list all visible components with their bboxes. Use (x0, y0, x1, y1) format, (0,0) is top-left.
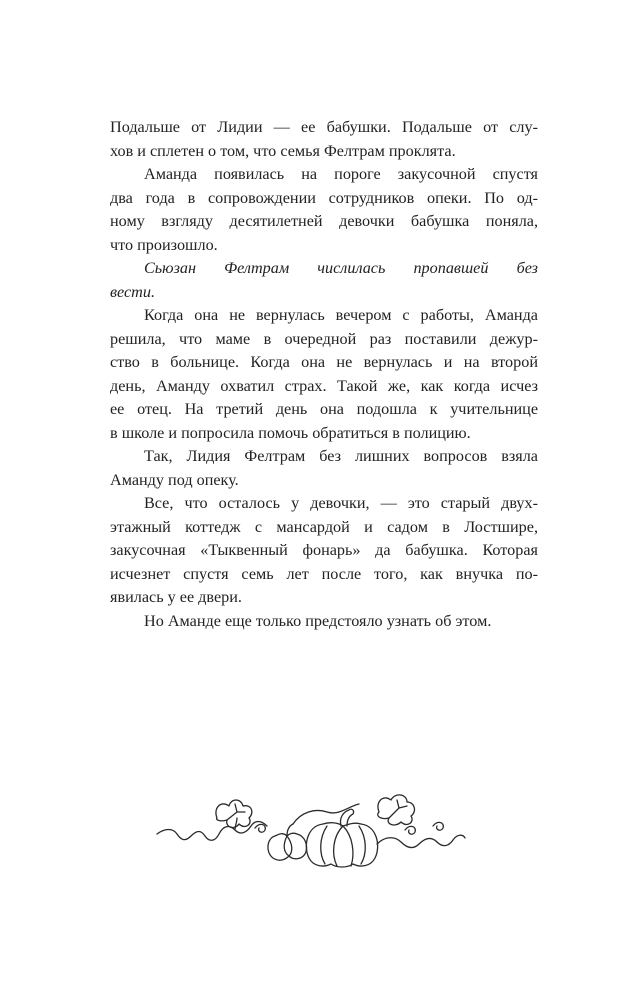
text-line: Но Аманде еще только предстояло узнать об этом. (144, 611, 492, 630)
text-line: явилась у ее двери. (110, 588, 242, 606)
text-line: исчезнет спустя семь лет после того, как внучка по- (110, 564, 538, 583)
pumpkin-vine-ornament-icon (155, 790, 467, 870)
text-line: Аманда появилась на пороге закусочной спустя (144, 165, 538, 183)
text-line: Сьюзан Фелтрам числилась пропавшей без (144, 259, 538, 277)
body-text (110, 116, 538, 633)
text-line: Аманду под опеку. (110, 470, 239, 489)
text-line: Все, что осталось у девочки, — это старый двух- (144, 494, 538, 512)
text-line: Подальше от Лидии — ее бабушки. Подальше от слу- (110, 118, 538, 136)
text-line: решила, что маме в очередной раз поставили дежур- (110, 329, 538, 348)
text-line: ее отец. На третий день она подошла к учительнице (110, 400, 538, 418)
text-line: в школе и попросила помочь обратиться в полицию. (110, 423, 471, 442)
text-line: Так, Лидия Фелтрам без лишних вопросов взяла (144, 447, 538, 465)
text-line: вести. (110, 282, 156, 301)
text-line: ство в больнице. Когда она не вернулась и на второй (110, 353, 538, 371)
text-line: два года в сопровождении сотрудников опеки. По од- (110, 188, 538, 207)
text-line: Когда она не вернулась вечером с работы, Аманда (144, 306, 538, 324)
text-line: что произошло. (110, 235, 218, 254)
text-line: день, Аманду охватил страх. Такой же, как когда исчез (110, 376, 538, 395)
text-line: хов и сплетен о том, что семья Фелтрам проклята. (110, 141, 456, 160)
text-line: ному взгляду десятилетней девочки бабушка поняла, (110, 212, 538, 230)
text-line: закусочная «Тыквенный фонарь» да бабушка. Которая (110, 541, 538, 559)
text-line: этажный коттедж с мансардой и садом в Лостшире, (110, 517, 538, 536)
